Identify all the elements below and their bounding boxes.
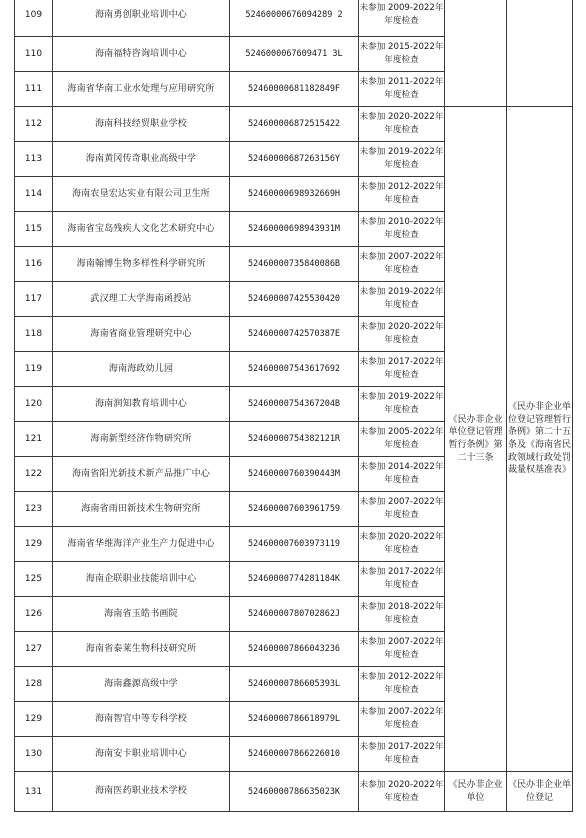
organization-name: 海南智官中等专科学校 bbox=[53, 702, 230, 737]
organization-name: 武汉理工大学海南函授站 bbox=[53, 282, 230, 317]
inspection-status: 未参加 2019-2022年年度检查 bbox=[359, 387, 445, 422]
row-number: 117 bbox=[15, 282, 53, 317]
inspection-status: 未参加 2017-2022年年度检查 bbox=[359, 562, 445, 597]
organization-name: 海南省玉皓书画院 bbox=[53, 597, 230, 632]
inspection-status: 未参加 2012-2022年年度检查 bbox=[359, 667, 445, 702]
organization-name: 海南企联职业技能培训中心 bbox=[53, 562, 230, 597]
row-number: 120 bbox=[15, 387, 53, 422]
row-number: 114 bbox=[15, 177, 53, 212]
legal-basis-cell-continued: 《民办非企业单位 bbox=[445, 772, 507, 812]
inspection-status: 未参加 2012-2022年年度检查 bbox=[359, 177, 445, 212]
inspection-status: 未参加 2020-2022年年度检查 bbox=[359, 107, 445, 142]
credit-code: 524600007603961759 bbox=[230, 492, 359, 527]
credit-code: 52460000786618979L bbox=[230, 702, 359, 737]
organization-name: 海南省泰莱生物科技研究所 bbox=[53, 632, 230, 667]
inspection-status: 未参加 2020-2022年年度检查 bbox=[359, 527, 445, 562]
row-number: 116 bbox=[15, 247, 53, 282]
penalty-list-table bbox=[14, 0, 573, 812]
credit-code: 52460000698932669H bbox=[230, 177, 359, 212]
table-row bbox=[15, 107, 573, 142]
row-number: 125 bbox=[15, 562, 53, 597]
credit-code: 52460000676094289 2 bbox=[230, 0, 359, 37]
organization-name: 海南省雨田新技术生物研究所 bbox=[53, 492, 230, 527]
row-number: 131 bbox=[15, 772, 53, 812]
credit-code: 52460000742570387E bbox=[230, 317, 359, 352]
inspection-status: 未参加 2009-2022年年度检查 bbox=[359, 0, 445, 37]
organization-name: 海南省商业管理研究中心 bbox=[53, 317, 230, 352]
organization-name: 海南新型经济作物研究所 bbox=[53, 422, 230, 457]
inspection-status: 未参加 2019-2022年年度检查 bbox=[359, 142, 445, 177]
credit-code: 52460000774281184K bbox=[230, 562, 359, 597]
credit-code: 52460000681182849F bbox=[230, 72, 359, 107]
organization-name: 海南科技经贸职业学校 bbox=[53, 107, 230, 142]
credit-code: 52460000754367204B bbox=[230, 387, 359, 422]
row-number: 126 bbox=[15, 597, 53, 632]
penalty-cell-top bbox=[507, 0, 573, 107]
organization-name: 海南省阳光新技术新产品推广中心 bbox=[53, 457, 230, 492]
inspection-status: 未参加 2019-2022年年度检查 bbox=[359, 282, 445, 317]
table-body bbox=[15, 0, 573, 812]
row-number: 130 bbox=[15, 737, 53, 772]
credit-code: 524600007866226010 bbox=[230, 737, 359, 772]
organization-name: 海南省宝岛残疾人文化艺术研究中心 bbox=[53, 212, 230, 247]
inspection-status: 未参加 2018-2022年年度检查 bbox=[359, 597, 445, 632]
row-number: 110 bbox=[15, 37, 53, 72]
table-row bbox=[15, 772, 573, 812]
inspection-status: 未参加 2015-2022年年度检查 bbox=[359, 37, 445, 72]
inspection-status: 未参加 2014-2022年年度检查 bbox=[359, 457, 445, 492]
organization-name: 海南医药职业技术学校 bbox=[53, 772, 230, 812]
credit-code: 52460000687263156Y bbox=[230, 142, 359, 177]
organization-name: 海南海政幼儿园 bbox=[53, 352, 230, 387]
credit-code: 52460000698943931M bbox=[230, 212, 359, 247]
credit-code: 524600007866043236 bbox=[230, 632, 359, 667]
penalty-standard-cell: 《民办非企业单位登记管理暂行条例》第二十五条及《海南省民政领域行政处罚裁量权基准表》 bbox=[507, 107, 573, 772]
legal-basis-cell: 《民办非企业单位登记管理暂行条例》第二十三条 bbox=[445, 107, 507, 772]
row-number: 122 bbox=[15, 457, 53, 492]
credit-code: 52460000760390443M bbox=[230, 457, 359, 492]
organization-name: 海南省华维海洋产业生产力促进中心 bbox=[53, 527, 230, 562]
organization-name: 海南鑫源高级中学 bbox=[53, 667, 230, 702]
penalty-standard-cell-continued: 《民办非企业单位登记 bbox=[507, 772, 573, 812]
inspection-status: 未参加 2007-2022年年度检查 bbox=[359, 492, 445, 527]
organization-name: 海南省华南工业水处理与应用研究所 bbox=[53, 72, 230, 107]
organization-name: 海南勇创职业培训中心 bbox=[53, 0, 230, 37]
inspection-status: 未参加 2020-2022年年度检查 bbox=[359, 317, 445, 352]
credit-code: 524600006872515422 bbox=[230, 107, 359, 142]
basis-cell-top bbox=[445, 0, 507, 107]
row-number: 112 bbox=[15, 107, 53, 142]
row-number: 113 bbox=[15, 142, 53, 177]
organization-name: 海南安卡职业培训中心 bbox=[53, 737, 230, 772]
credit-code: 5246000067609471 3L bbox=[230, 37, 359, 72]
row-number: 127 bbox=[15, 632, 53, 667]
credit-code: 52460000786635023K bbox=[230, 772, 359, 812]
row-number: 123 bbox=[15, 492, 53, 527]
row-number: 121 bbox=[15, 422, 53, 457]
inspection-status: 未参加 2010-2022年年度检查 bbox=[359, 212, 445, 247]
row-number: 119 bbox=[15, 352, 53, 387]
organization-name: 海南福特咨询培训中心 bbox=[53, 37, 230, 72]
organization-name: 海南农垦宏达实业有限公司卫生所 bbox=[53, 177, 230, 212]
row-number: 115 bbox=[15, 212, 53, 247]
organization-name: 海南翰博生物多样性科学研究所 bbox=[53, 247, 230, 282]
organization-name: 海南润知教育培训中心 bbox=[53, 387, 230, 422]
row-number: 118 bbox=[15, 317, 53, 352]
row-number: 129 bbox=[15, 527, 53, 562]
credit-code: 524600007603973119 bbox=[230, 527, 359, 562]
credit-code: 524600007425530420 bbox=[230, 282, 359, 317]
inspection-status: 未参加 2017-2022年年度检查 bbox=[359, 737, 445, 772]
organization-name: 海南黄冈传奇职业高级中学 bbox=[53, 142, 230, 177]
row-number: 128 bbox=[15, 667, 53, 702]
table-row bbox=[15, 0, 573, 37]
inspection-status: 未参加 2017-2022年年度检查 bbox=[359, 352, 445, 387]
row-number: 109 bbox=[15, 0, 53, 37]
credit-code: 524600007543617692 bbox=[230, 352, 359, 387]
credit-code: 52460000786605393L bbox=[230, 667, 359, 702]
inspection-status: 未参加 2007-2022年年度检查 bbox=[359, 247, 445, 282]
row-number: 111 bbox=[15, 72, 53, 107]
inspection-status: 未参加 2007-2022年年度检查 bbox=[359, 632, 445, 667]
row-number: 129 bbox=[15, 702, 53, 737]
credit-code: 52460000780702862J bbox=[230, 597, 359, 632]
inspection-status: 未参加 2011-2022年年度检查 bbox=[359, 72, 445, 107]
inspection-status: 未参加 2005-2022年年度检查 bbox=[359, 422, 445, 457]
credit-code: 52460000754382121R bbox=[230, 422, 359, 457]
inspection-status: 未参加 2007-2022年年度检查 bbox=[359, 702, 445, 737]
credit-code: 52460000735840086B bbox=[230, 247, 359, 282]
inspection-status: 未参加 2020-2022年年度检查 bbox=[359, 772, 445, 812]
